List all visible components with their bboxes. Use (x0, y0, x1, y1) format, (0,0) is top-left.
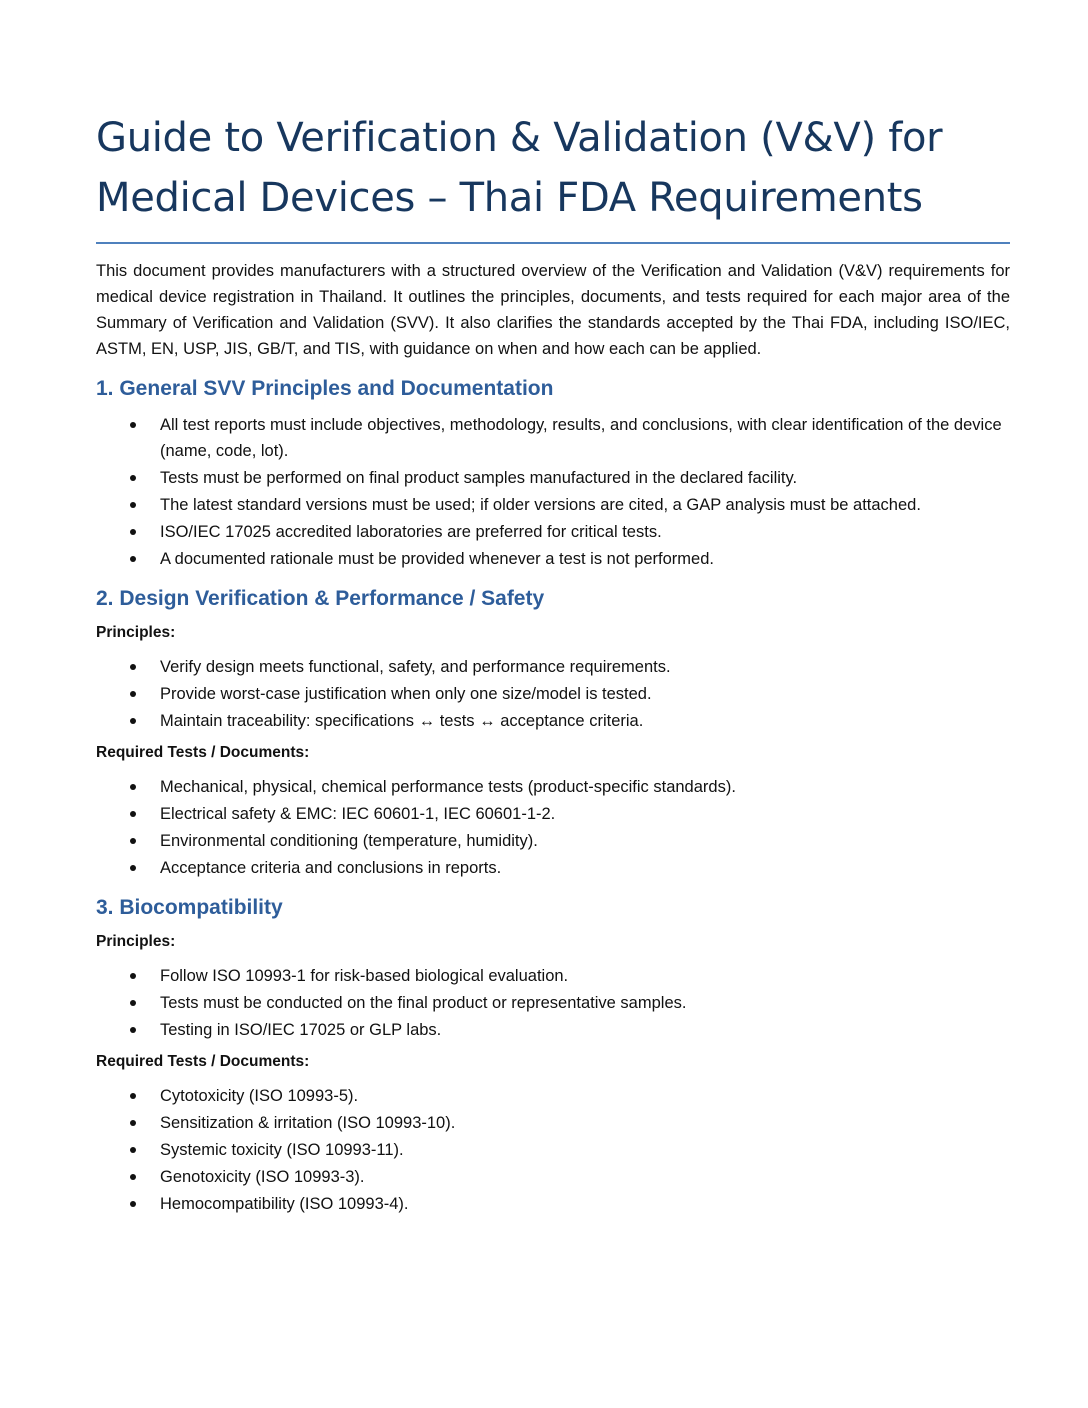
list-item-text: A documented rationale must be provided whenever a test is not performed. (160, 550, 714, 568)
bullet-icon (130, 422, 136, 428)
bullet-icon (130, 475, 136, 481)
title-line-1: Guide to Verification & Validation (V&V) for (96, 115, 943, 161)
list-item-text: Genotoxicity (ISO 10993-3). (160, 1168, 365, 1186)
list-item-text: Testing in ISO/IEC 17025 or GLP labs. (160, 1021, 442, 1039)
list-item-text: ISO/IEC 17025 accredited laboratories are preferred for critical tests. (160, 523, 662, 541)
list-item (96, 801, 1010, 827)
section-2-principles-list (96, 654, 1010, 734)
title-divider (96, 242, 1010, 244)
list-item-text: Systemic toxicity (ISO 10993-11). (160, 1141, 404, 1159)
bullet-icon (130, 718, 136, 724)
list-item-text: All test reports must include objectives, methodology, results, and conclusions, with clear identification of the device (name, code, lot). (160, 416, 1002, 460)
list-item (96, 1083, 1010, 1109)
bullet-icon (130, 1000, 136, 1006)
list-item (96, 519, 1010, 545)
list-item-text: Electrical safety & EMC: IEC 60601-1, IEC 60601-1-2. (160, 805, 556, 823)
list-item-text: Hemocompatibility (ISO 10993-4). (160, 1195, 409, 1213)
bullet-icon (130, 1147, 136, 1153)
list-item (96, 990, 1010, 1016)
list-item (96, 654, 1010, 680)
list-item-text: Provide worst-case justification when only one size/model is tested. (160, 685, 652, 703)
list-item-text: Maintain traceability: specifications ↔ tests ↔ acceptance criteria. (160, 712, 644, 730)
section-1-heading: 1. General SVV Principles and Documentation (96, 377, 554, 400)
intro-paragraph: This document provides manufacturers with a structured overview of the Verification and Validation (V&V) requirements for medical device registration in Thailand. It outlines the principles, documents, and tests required for each major area of the Summary of Verification and Validation (SVV). It also clarifies the standards accepted by the Thai FDA, including ISO/IEC, ASTM, EN, USP, JIS, GB/T, and TIS, with guidance on when and how each can be applied. (96, 262, 1010, 358)
section-3-principles-list (96, 963, 1010, 1043)
document-page (96, 108, 1010, 1223)
list-item (96, 1191, 1010, 1217)
list-item (96, 774, 1010, 800)
bullet-icon (130, 529, 136, 535)
section-1-list (96, 412, 1010, 572)
bullet-icon (130, 664, 136, 670)
list-item (96, 546, 1010, 572)
section-3-heading: 3. Biocompatibility (96, 896, 283, 919)
list-item (96, 855, 1010, 881)
section-3-principles-label: Principles: (96, 933, 176, 950)
bullet-icon (130, 1093, 136, 1099)
bullet-icon (130, 1174, 136, 1180)
list-item-text: Tests must be performed on final product samples manufactured in the declared facility. (160, 469, 798, 487)
bullet-icon (130, 691, 136, 697)
list-item (96, 1137, 1010, 1163)
list-item (96, 412, 1010, 464)
list-item-text: Mechanical, physical, chemical performance tests (product-specific standards). (160, 778, 736, 796)
bullet-icon (130, 838, 136, 844)
bullet-icon (130, 784, 136, 790)
list-item-text: Follow ISO 10993-1 for risk-based biological evaluation. (160, 967, 569, 985)
bullet-icon (130, 1120, 136, 1126)
list-item (96, 492, 1010, 518)
page-title (96, 108, 1010, 234)
bullet-icon (130, 811, 136, 817)
list-item-text: Acceptance criteria and conclusions in reports. (160, 859, 502, 877)
list-item (96, 1017, 1010, 1043)
section-2-principles-label: Principles: (96, 624, 176, 641)
bullet-icon (130, 502, 136, 508)
list-item (96, 1110, 1010, 1136)
list-item-text: Verify design meets functional, safety, and performance requirements. (160, 658, 671, 676)
bullet-icon (130, 1027, 136, 1033)
list-item-text: Cytotoxicity (ISO 10993-5). (160, 1087, 359, 1105)
list-item-text: Environmental conditioning (temperature, humidity). (160, 832, 538, 850)
section-2-required-list (96, 774, 1010, 881)
section-3-required-label: Required Tests / Documents: (96, 1053, 310, 1070)
list-item (96, 1164, 1010, 1190)
section-3-required-list (96, 1083, 1010, 1217)
section-2-required-label: Required Tests / Documents: (96, 744, 310, 761)
section-2-heading: 2. Design Verification & Performance / Safety (96, 587, 545, 610)
list-item-text: Tests must be conducted on the final product or representative samples. (160, 994, 687, 1012)
list-item-text: Sensitization & irritation (ISO 10993-10). (160, 1114, 456, 1132)
list-item (96, 708, 1010, 734)
list-item (96, 963, 1010, 989)
bullet-icon (130, 1201, 136, 1207)
list-item (96, 828, 1010, 854)
bullet-icon (130, 973, 136, 979)
bullet-icon (130, 556, 136, 562)
list-item (96, 465, 1010, 491)
title-line-2: Medical Devices – Thai FDA Requirements (96, 175, 923, 221)
bullet-icon (130, 865, 136, 871)
list-item (96, 681, 1010, 707)
list-item-text: The latest standard versions must be used; if older versions are cited, a GAP analysis must be attached. (160, 496, 921, 514)
